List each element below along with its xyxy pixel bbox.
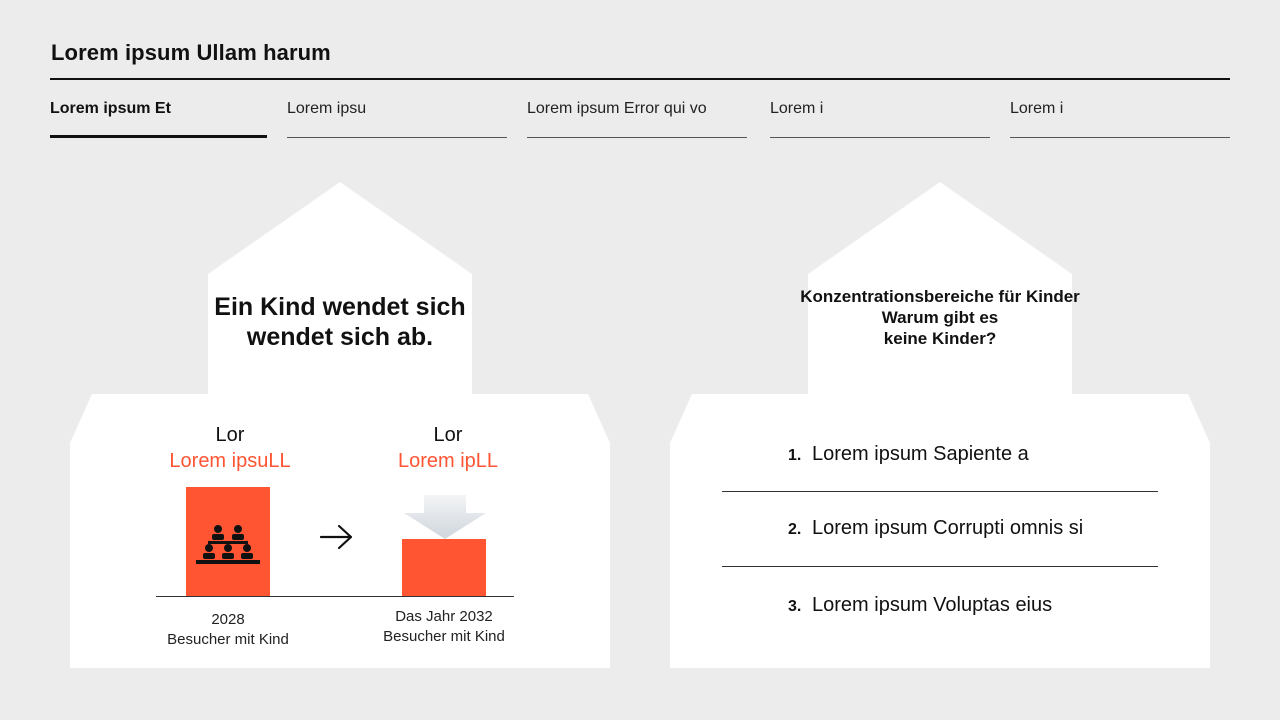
audience-icon	[194, 523, 262, 571]
bar-2032	[402, 539, 486, 596]
tab-3[interactable]: Lorem ipsum Error qui vo	[527, 100, 747, 138]
right-house-heading	[770, 286, 1110, 349]
tab-4[interactable]: Lorem i	[770, 100, 990, 138]
tab-bar	[0, 100, 1280, 142]
col2-accent-label: Lorem ipLL	[397, 450, 499, 472]
list-item-3	[788, 594, 1168, 624]
list-number: 1.	[788, 447, 802, 464]
chart-baseline	[156, 596, 514, 597]
right-house-panel	[670, 180, 1210, 670]
list-number: 2.	[788, 521, 802, 538]
list-number: 3.	[788, 598, 802, 615]
col1-caption	[138, 610, 318, 650]
col2-label: Lor	[433, 424, 463, 446]
col1-caption-year: 2028	[211, 611, 245, 628]
tab-1[interactable]: Lorem ipsum Et	[50, 100, 267, 138]
right-heading-line2: Warum gibt es	[881, 308, 999, 327]
col1-label: Lor	[215, 424, 245, 446]
list-divider	[722, 491, 1158, 492]
left-house-panel	[70, 180, 610, 670]
col2-caption-year: Das Jahr 2032	[395, 608, 493, 625]
page-title: Lorem ipsum Ullam harum	[51, 40, 331, 65]
col2-caption-text: Besucher mit Kind	[383, 628, 505, 645]
tab-5[interactable]: Lorem i	[1010, 100, 1230, 138]
title-divider	[50, 78, 1230, 80]
left-house-heading: Ein Kind wendet sich wendet sich ab.	[214, 293, 466, 351]
list-text: Lorem ipsum Sapiente a	[812, 443, 1029, 465]
list-item-1	[788, 443, 1168, 473]
right-heading-line3: keine Kinder?	[883, 329, 997, 348]
list-item-2	[788, 517, 1168, 547]
tab-2[interactable]: Lorem ipsu	[287, 100, 507, 138]
arrow-right-icon	[318, 522, 356, 552]
col2-label-group	[368, 422, 528, 474]
right-heading-line1: Konzentrationsbereiche für Kinder	[800, 287, 1080, 306]
col1-accent-label: Lorem ipsuLL	[169, 450, 291, 472]
col2-caption	[354, 607, 534, 647]
list-text: Lorem ipsum Voluptas eius	[812, 594, 1053, 616]
col1-caption-text: Besucher mit Kind	[167, 631, 289, 648]
list-text: Lorem ipsum Corrupti omnis si	[812, 517, 1084, 539]
list-divider	[722, 566, 1158, 567]
down-arrow-icon	[402, 495, 488, 541]
col1-label-group	[150, 422, 310, 474]
